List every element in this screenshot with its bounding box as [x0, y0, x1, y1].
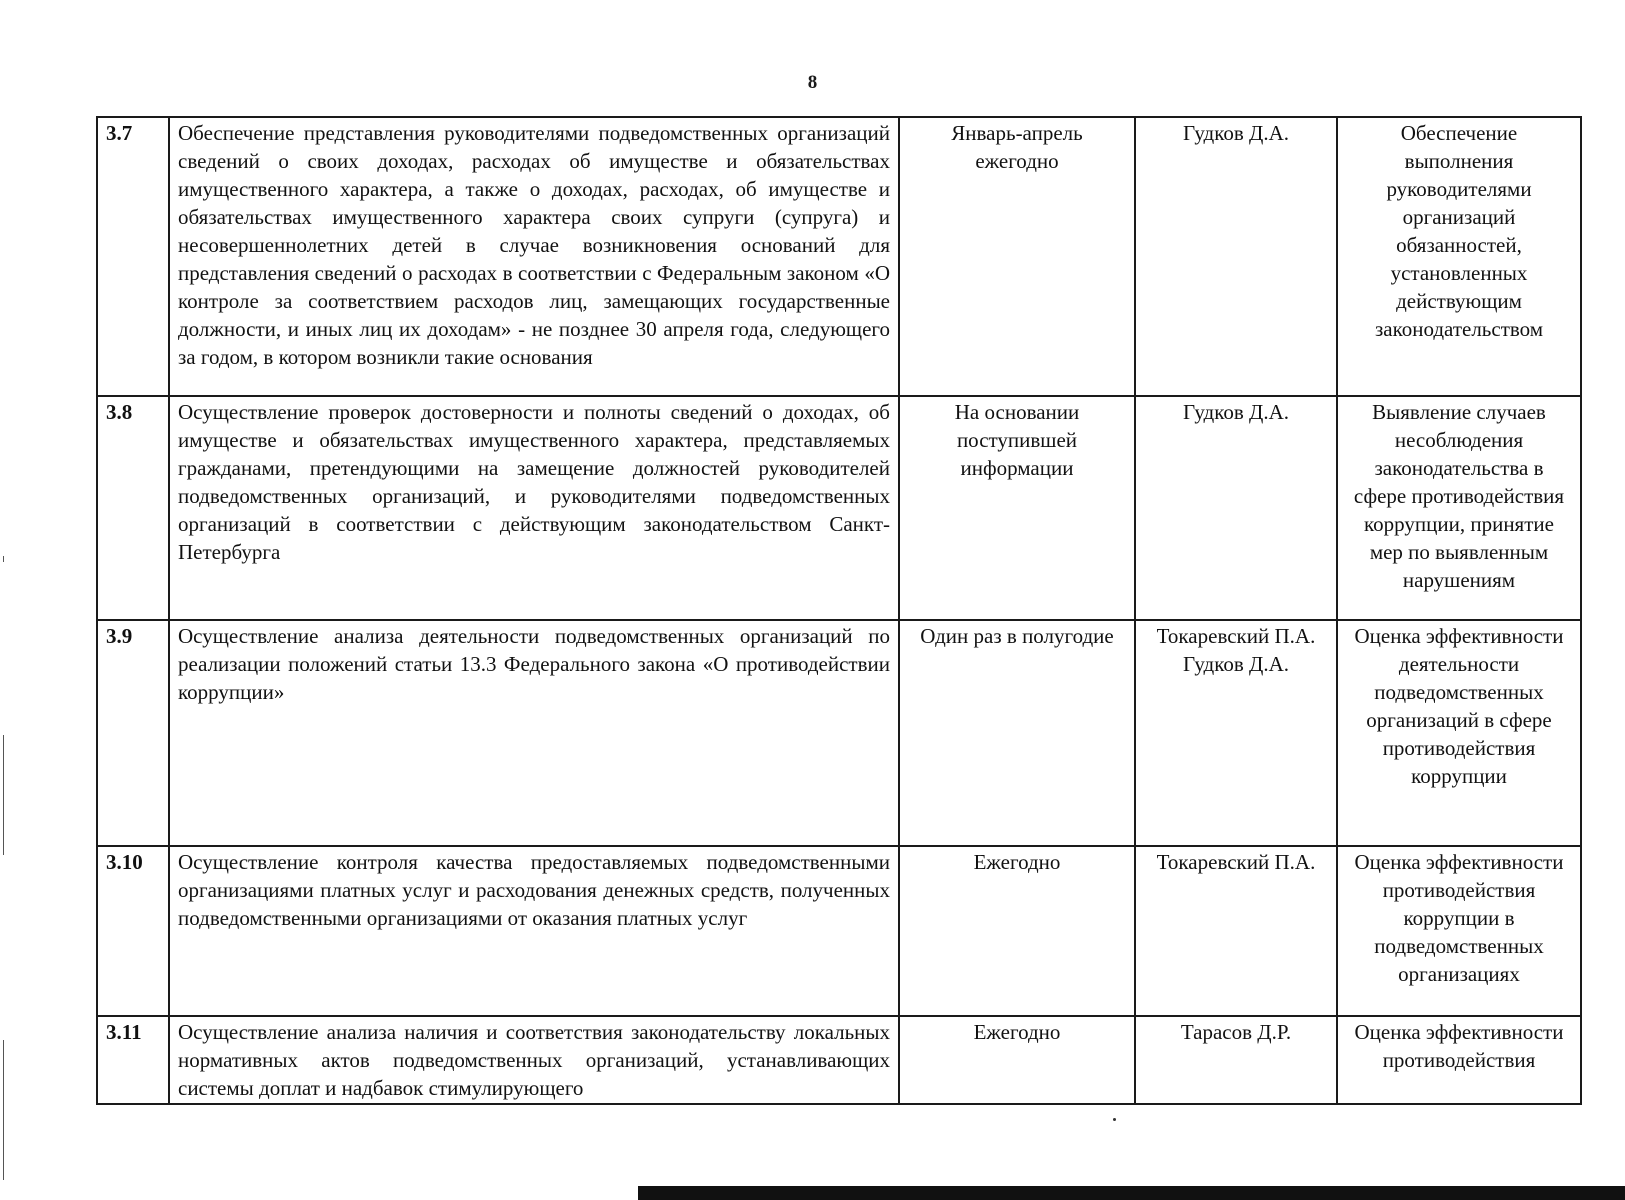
row-number: 3.9 — [97, 620, 169, 846]
measure-description: Осуществление анализа деятельности подведомственных организаций по реализации положений статьи 13.3 Федерального закона «О противодействии коррупции» — [169, 620, 899, 846]
responsible-person: Токаревский П.А. — [1156, 850, 1316, 874]
scan-speck — [1113, 1118, 1116, 1121]
expected-result: Обеспечение выполнения руководителями организаций обязанностей, установленных действующим законодательством — [1337, 117, 1581, 396]
responsible-persons — [1135, 620, 1337, 846]
row-number: 3.11 — [97, 1016, 169, 1104]
table-row — [97, 620, 1581, 846]
responsible-persons — [1135, 846, 1337, 1016]
table-row — [97, 846, 1581, 1016]
responsible-person: Тарасов Д.Р. — [1180, 1020, 1292, 1044]
row-number: 3.7 — [97, 117, 169, 396]
execution-term: Один раз в полугодие — [899, 620, 1135, 846]
responsible-persons — [1135, 396, 1337, 620]
measure-description: Осуществление контроля качества предоставляемых подведомственными организациями платных услуг и расходования денежных средств, полученных подведомственными организациями от оказания платных услуг — [169, 846, 899, 1016]
execution-term: Январь-апрель ежегодно — [899, 117, 1135, 396]
expected-result: Оценка эффективности деятельности подведомственных организаций в сфере противодействия коррупции — [1337, 620, 1581, 846]
measure-description: Осуществление анализа наличия и соответствия законодательству локальных нормативных актов подведомственных организаций, устанавливающих системы доплат и надбавок стимулирующего — [169, 1016, 899, 1104]
table-row — [97, 1016, 1581, 1104]
responsible-person: Гудков Д.А. — [1183, 400, 1289, 424]
responsible-persons — [1135, 1016, 1337, 1104]
responsible-person: Токаревский П.А. — [1156, 624, 1316, 648]
expected-result: Оценка эффективности противодействия — [1337, 1016, 1581, 1104]
row-number: 3.8 — [97, 396, 169, 620]
responsible-person: Гудков Д.А. — [1183, 121, 1289, 145]
page-number: 8 — [807, 72, 818, 93]
expected-result: Оценка эффективности противодействия коррупции в подведомственных организациях — [1337, 846, 1581, 1016]
measure-description: Осуществление проверок достоверности и полноты сведений о доходах, об имуществе и обязательствах имущественного характера, представляемых гражданами, претендующими на замещение должностей руководителей подведомственных организаций, и руководителями подведомственных организаций в соответствии с действующим законодательством Санкт-Петербурга — [169, 396, 899, 620]
table-row — [97, 396, 1581, 620]
measures-table — [96, 116, 1582, 1105]
expected-result: Выявление случаев несоблюдения законодательства в сфере противодействия коррупции, принятие мер по выявленным нарушениям — [1337, 396, 1581, 620]
responsible-persons — [1135, 117, 1337, 396]
scan-edge-line — [3, 1040, 4, 1180]
scan-bottom-bar — [638, 1186, 1625, 1200]
execution-term: Ежегодно — [899, 846, 1135, 1016]
responsible-person: Гудков Д.А. — [1183, 652, 1289, 676]
execution-term: Ежегодно — [899, 1016, 1135, 1104]
measure-description: Обеспечение представления руководителями подведомственных организаций сведений о своих доходах, расходах об имуществе и обязательствах имущественного характера, а также о доходах, расходах, об имуществе и обязательствах имущественного характера своих супруги (супруга) и несовершеннолетних детей в случае возникновения оснований для представления сведений о расходах в соответствии с Федеральным законом «О контроле за соответствием расходов лиц, замещающих государственные должности, и иных лиц их доходам» - не позднее 30 апреля года, следующего за годом, в котором возникли такие основания — [169, 117, 899, 396]
scan-edge-line — [3, 556, 4, 562]
scan-edge-line — [3, 735, 4, 855]
execution-term: На основании поступившей информации — [899, 396, 1135, 620]
row-number: 3.10 — [97, 846, 169, 1016]
table-row — [97, 117, 1581, 396]
